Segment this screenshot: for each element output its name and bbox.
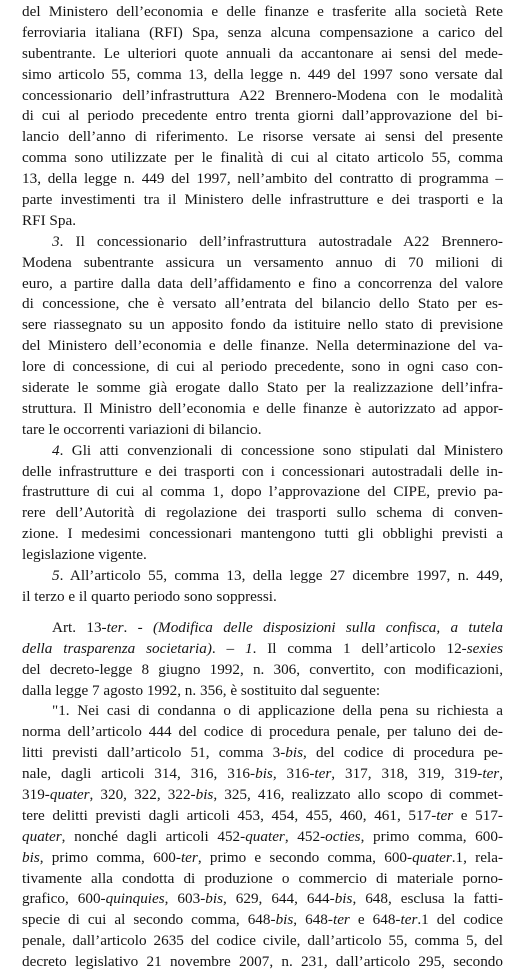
text-line: legislazione vigente.: [22, 546, 147, 564]
text-line: lancio dell’anno di riferimento. Le risorse versate ai sensi del presente: [22, 128, 503, 146]
text-line: zione. I medesimi concessionari mantengono tutti gli obblighi previsti a: [22, 525, 503, 543]
text-line: il terzo e il quarto periodo sono soppressi.: [22, 587, 277, 605]
text-line: struttura. Il Ministro dell’economia e delle finanze è autorizzato ad appor-: [22, 399, 503, 417]
text-line: 319-quater, 320, 322, 322-bis, 325, 416, realizzato allo scopo di commet-: [22, 785, 503, 803]
text-line: euro, a partire dalla data dell’affidamento e fino a concorrenza del valore: [22, 274, 503, 292]
text-line: specie di cui al secondo comma, 648-bis, 648-ter e 648-ter.1 del codice: [22, 911, 503, 929]
text-line: lore di concessione, di cui al periodo precedente, sono in ogni caso con-: [22, 358, 503, 376]
text-line: 13, della legge n. 449 del 1997, nell’ambito del contratto di programma –: [22, 170, 503, 188]
text-line: Art. 13-ter. - (Modifica delle disposizioni sulla confisca, a tutela: [52, 618, 503, 636]
text-line: della trasparenza societaria). – 1. Il comma 1 dell’articolo 12-sexies: [22, 639, 503, 657]
text-line: di concessione, che è versato all’entrata del bilancio dello Stato per es-: [22, 295, 503, 313]
text-line: quater, nonché dagli articoli 452-quater, 452-octies, primo comma, 600-: [22, 827, 503, 845]
text-line: tare le occorrenti variazioni di bilancio.: [22, 420, 262, 438]
text-line: 5. All’articolo 55, comma 13, della legge 27 dicembre 1997, n. 449,: [52, 567, 503, 585]
text-line: tere delitti previsti dagli articoli 453, 454, 455, 460, 461, 517-ter e 517-: [22, 806, 503, 824]
text-line: delle infrastrutture e dei trasporti con i concessionari autostradali delle in-: [22, 462, 503, 480]
text-line: ferroviaria italiana (RFI) Spa, senza alcuna compensazione a carico del: [22, 23, 503, 41]
text-line: subentrante. Le ulteriori quote annuali da accantonare ai sensi del mede-: [22, 44, 503, 62]
text-line: litti previsti dall’articolo 51, comma 3-bis, del codice di procedura pe-: [22, 744, 503, 762]
text-line: del Ministero dell’economia e delle finanze. Nella determinazione del va-: [22, 337, 503, 355]
text-line: tivamente alla condotta di produzione o commercio di materiale porno-: [22, 869, 503, 887]
text-line: concessionario dell’infrastruttura A22 Brennero-Modena con le modalità: [22, 86, 503, 104]
text-line: di cui al periodo precedente entro trenta giorni dall’approvazione del bi-: [22, 107, 503, 125]
text-line: comma sono utilizzate per le finalità di cui al citato articolo 55, comma: [22, 149, 503, 167]
text-line: 4. Gli atti convenzionali di concessione sono stipulati dal Ministero: [52, 441, 503, 459]
text-line: Modena subentrante assicura un versamento annuo di 70 milioni di: [22, 253, 503, 271]
text-line: del decreto-legge 8 giugno 1992, n. 306, convertito, con modificazioni,: [22, 660, 503, 678]
text-line: grafico, 600-quinquies, 603-bis, 629, 644, 644-bis, 648, esclusa la fatti-: [22, 890, 503, 908]
text-line: del Ministero dell’economia e delle finanze e trasferite alla società Rete: [22, 3, 503, 20]
text-line: RFI Spa.: [22, 211, 77, 229]
text-line: norma dell’articolo 444 del codice di procedura penale, per taluno dei de-: [22, 723, 503, 741]
text-line: decreto legislativo 21 novembre 2007, n. 231, dall’articolo 295, secondo: [22, 953, 503, 971]
text-line: simo articolo 55, comma 13, della legge n. 449 del 1997 sono versate dal: [22, 65, 503, 83]
text-line: frastrutture di cui al comma 1, dopo l’approvazione del CIPE, previo pa-: [22, 483, 503, 501]
text-line: parte investimenti tra il Ministero delle infrastrutture e dei trasporti e la: [22, 191, 503, 209]
text-line: penale, dall’articolo 2635 del codice civile, dall’articolo 55, comma 5, del: [22, 932, 503, 950]
document-body: [22, 2, 503, 973]
text-line: 3. Il concessionario dell’infrastruttura autostradale A22 Brennero-: [52, 232, 503, 250]
text-line: dalla legge 7 agosto 1992, n. 356, è sostituito dal seguente:: [22, 681, 381, 699]
text-line: siderate le somme già erogate dallo Stato per la realizzazione dell’infra-: [22, 379, 503, 397]
paragraph-gap: [22, 608, 503, 618]
text-line: bis, primo comma, 600-ter, primo e secondo comma, 600-quater.1, rela-: [22, 848, 504, 866]
text-line: "1. Nei casi di condanna o di applicazione della pena su richiesta a: [52, 702, 503, 720]
text-line: rere dell’Autorità di regolazione dei trasporti sullo schema di conven-: [22, 504, 503, 522]
text-line: nale, dagli articoli 314, 316, 316-bis, 316-ter, 317, 318, 319, 319-ter,: [22, 765, 504, 783]
text-line: sere riassegnato su un apposito fondo da istituire nello stato di previsione: [22, 316, 503, 334]
